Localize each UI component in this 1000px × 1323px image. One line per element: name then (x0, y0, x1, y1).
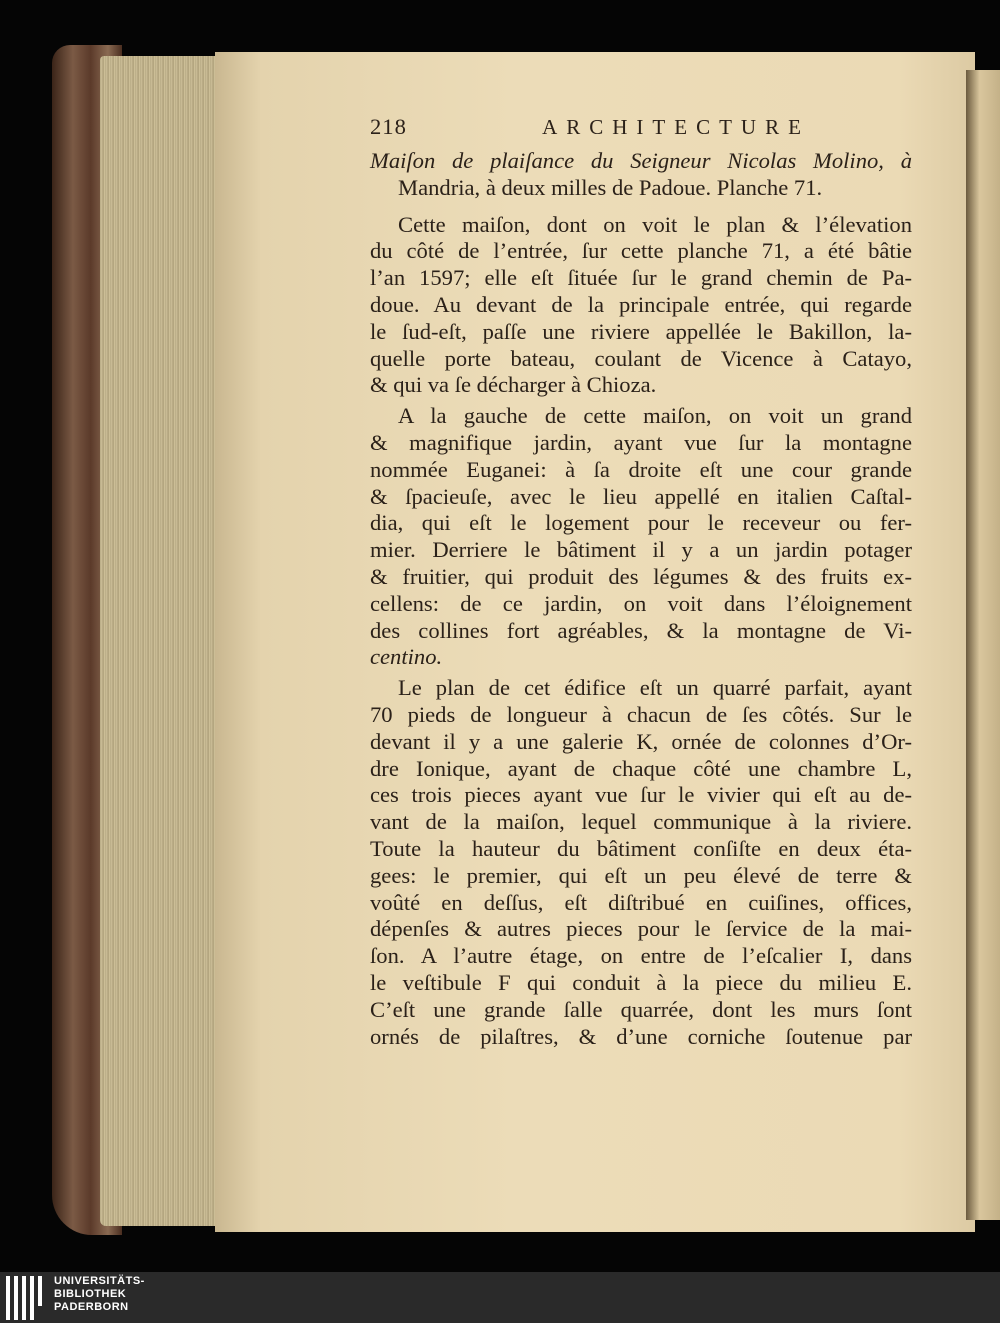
running-title: ARCHITECTURE (542, 115, 810, 139)
section-title-line-2: Mandria, à deux milles de Padoue. Planche 71. (398, 174, 823, 200)
running-head (370, 114, 912, 148)
text-line: le ſud-eſt, paſſe une riviere appellée le Bakillon, la- (370, 318, 912, 344)
library-footer (0, 1272, 1000, 1323)
text-line: cellens: de ce jardin, on voit dans l’éloignement (370, 590, 912, 616)
text-line: & ſpacieuſe, avec le lieu appellé en italien Caſtal- (370, 483, 912, 509)
text-line: dépenſes & autres pieces pour le ſervice de la mai- (370, 916, 912, 942)
page-text (370, 114, 912, 1050)
text-line: ornés de pilaſtres, & d’une corniche ſoutenue par (370, 1023, 912, 1049)
text-line: du côté de l’entrée, ſur cette planche 71, a été bâtie (370, 238, 912, 264)
logo-line: PADERBORN (54, 1301, 129, 1313)
text-line: gees: le premier, qui eſt un peu élevé de terre & (370, 862, 912, 888)
text-line: dia, qui eſt le logement pour le receveur ou fer- (370, 510, 912, 536)
paragraph-1 (370, 212, 912, 400)
text-line: ces trois pieces ayant vue ſur le vivier qui eſt au de- (370, 782, 912, 808)
logo-line: UNIVERSITÄTS- (54, 1275, 145, 1287)
text-line: centino. (370, 644, 443, 670)
text-line: 70 pieds de longueur à chacun de ſes côtés. Sur le (370, 701, 912, 727)
facing-page-edge (966, 70, 1000, 1220)
page-edges (100, 56, 222, 1226)
text-line: vant de la maiſon, lequel communique à la riviere. (370, 809, 912, 835)
text-line: mier. Derriere le bâtiment il y a un jardin potager (370, 537, 912, 563)
text-line: des collines fort agréables, & la montagne de Vi- (370, 617, 912, 643)
library-logo-icon (6, 1276, 46, 1320)
section-title-line-1: Maiſon de plaiſance du Seigneur Nicolas Molino, à (370, 148, 912, 173)
text-line: Cette maiſon, dont on voit le plan & l’élevation (398, 211, 912, 237)
text-line: ſon. A l’autre étage, on entre de l’eſcalier I, dans (370, 943, 912, 969)
text-line: C’eſt une grande ſalle quarrée, dont les murs ſont (370, 996, 912, 1022)
text-line: l’an 1597; elle eſt ſituée ſur le grand chemin de Pa- (370, 265, 912, 291)
paragraph-3 (370, 675, 912, 1050)
text-line: A la gauche de cette maiſon, on voit un grand (398, 403, 912, 429)
text-line: quelle porte bateau, coulant de Vicence à Catayo, (370, 345, 912, 371)
text-line: devant il y a une galerie K, ornée de colonnes d’Or- (370, 728, 912, 754)
text-line: nommée Euganei: à ſa droite eſt une cour grande (370, 456, 912, 482)
text-line: Le plan de cet édifice eſt un quarré parfait, ayant (398, 675, 912, 701)
library-logo-text (54, 1275, 145, 1314)
text-line: le veſtibule F qui conduit à la piece du milieu E. (370, 969, 912, 995)
text-line: dre Ionique, ayant de chaque côté une chambre L, (370, 755, 912, 781)
text-line: voûté en deſſus, eſt diſtribué en cuiſines, offices, (370, 889, 912, 915)
text-line: & magnifique jardin, ayant vue ſur la montagne (370, 429, 912, 455)
text-line: & qui va ſe décharger à Chioza. (370, 372, 657, 398)
paragraph-2 (370, 403, 912, 671)
text-line: doue. Au devant de la principale entrée, qui regarde (370, 291, 912, 317)
page-number: 218 (370, 114, 407, 139)
text-line: & fruitier, qui produit des légumes & des fruits ex- (370, 563, 912, 589)
logo-line: BIBLIOTHEK (54, 1288, 127, 1300)
text-line: Toute la hauteur du bâtiment conſiſte en deux éta- (370, 835, 912, 861)
